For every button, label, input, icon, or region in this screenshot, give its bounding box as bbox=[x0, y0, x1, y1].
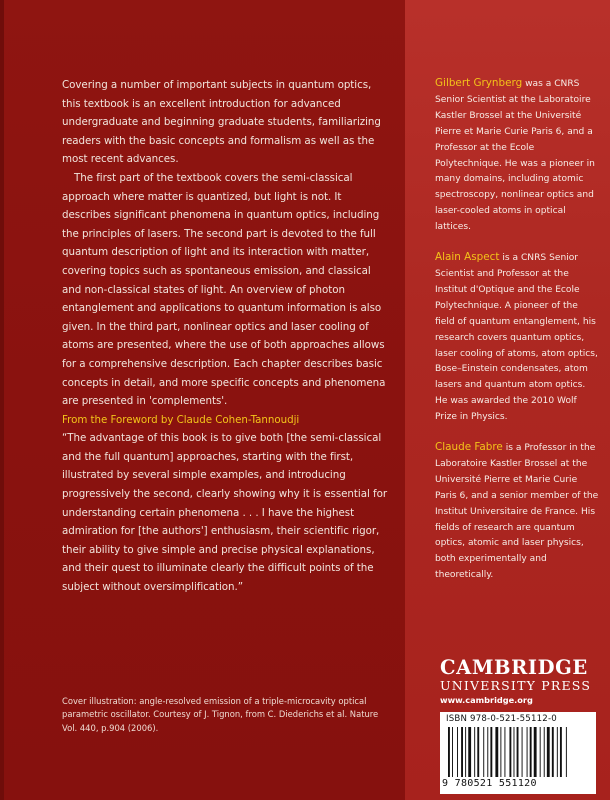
author-name: Gilbert Grynberg bbox=[435, 77, 523, 89]
publisher-subtitle: UNIVERSITY PRESS bbox=[440, 678, 592, 693]
author-bio-text: is a Professor in the Laboratoire Kastler Brossel at the Université Pierre et Marie Curie Paris 6, and a senior member of the Institut Universitaire de France. His fields of research are quantum optics, atomic and laser physics, both experimentally and theoretically. bbox=[435, 443, 599, 581]
barcode-icon bbox=[446, 727, 590, 777]
isbn-barcode-box bbox=[440, 712, 596, 794]
author-name: Claude Fabre bbox=[435, 441, 503, 454]
description-paragraph-2: The first part of the textbook covers the semi-classical approach where matter is quantized, but light is not. It describes significant phenomena in quantum optics, including the principles of lasers. The second part is devoted to the full quantum description of light and its interaction with matter, covering topics such as spontaneous emission, and classical and non-classical states of light. An overview of photon entanglement and applications to quantum information is also given. In the third part, nonlinear optics and laser cooling of atoms are presented, where the use of both approaches allows for a comprehensive description. Each chapter describes basic concepts in detail, and more specific concepts and phenomena are presented in 'complements'. bbox=[62, 171, 386, 408]
author-bio-fabre bbox=[435, 440, 600, 584]
isbn-label: ISBN 978-0-521-55112-0 bbox=[446, 714, 557, 724]
description-paragraph-1: Covering a number of important subjects in quantum optics, this textbook is an excellent introduction for advanced undergraduate and beginning graduate students, familiarizing readers with the basic concepts and formalism as well as the most recent advances. bbox=[62, 79, 381, 166]
author-bios bbox=[435, 76, 600, 598]
author-bio-text: is a CNRS Senior Scientist and Professor at the Institut d'Optique and the Ecole Polytechnique. A pioneer of the field of quantum entanglement, his research covers quantum optics, laser cooling of atoms, atom optics, Bose–Einstein condensates, atom lasers and quantum atom optics. He was awarded the 2010 Wolf Prize in Physics. bbox=[435, 253, 598, 423]
author-bio-grynberg bbox=[435, 76, 600, 236]
cover-illustration-credit: Cover illustration: angle-resolved emission of a triple-microcavity optical parametric oscillator. Courtesy of J. Tignon, from C. Diederichs et al. Nature Vol. 440, p.904 (2006). bbox=[62, 696, 379, 733]
description-column bbox=[62, 76, 390, 597]
publisher-logo bbox=[440, 658, 605, 705]
author-bio-text: was a CNRS Senior Scientist at the Laboratoire Kastler Brossel at the Université Pierre et Marie Curie Paris 6, and a Professor at the Ecole Polytechnique. He was a pioneer in many domains, including atomic spectroscopy, nonlinear optics and laser-cooled atoms in optical lattices. bbox=[435, 79, 595, 233]
barcode-digits: 9 780521 551120 bbox=[442, 778, 537, 789]
publisher-name: CAMBRIDGE bbox=[440, 656, 588, 679]
foreword-heading: From the Foreword by Claude Cohen-Tannoudji bbox=[62, 413, 300, 426]
author-bio-aspect bbox=[435, 250, 600, 426]
author-name: Alain Aspect bbox=[435, 251, 500, 264]
spine-edge bbox=[0, 0, 4, 800]
publisher-url: www.cambridge.org bbox=[440, 695, 533, 705]
foreword-quote: “The advantage of this book is to give both [the semi-classical and the full quantum] approaches, starting with the first, illustrated by several simple examples, and introducing progressively the second, clearly showing why it is essential for understanding certain phenomena . . . I have the highest admiration for [the authors'] enthusiasm, their scientific rigor, their ability to give simple and precise physical explanations, and their quest to illuminate clearly the difficult points of the subject without oversimplification.” bbox=[62, 432, 388, 594]
